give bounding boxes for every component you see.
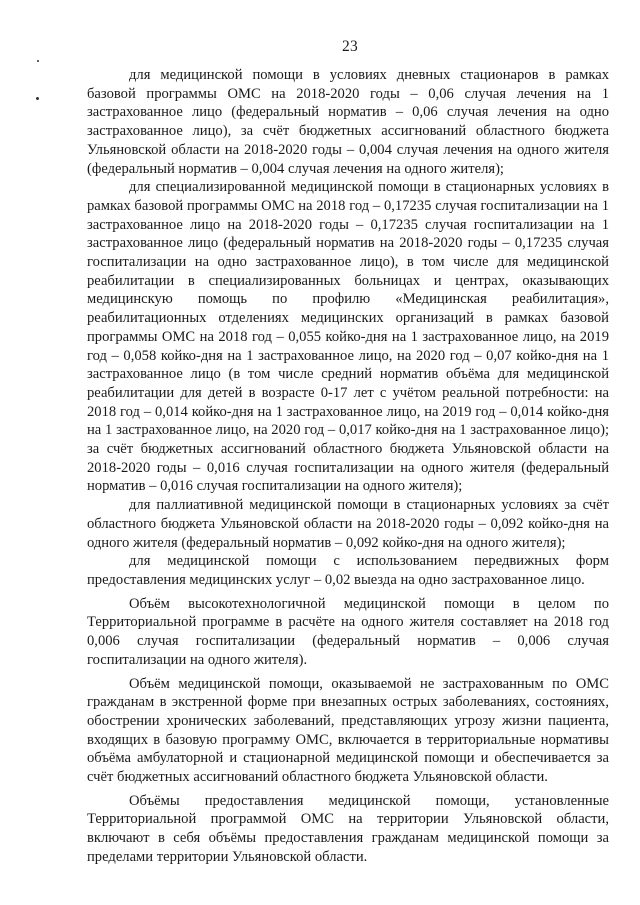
paragraph-mobile-care: для медицинской помощи с использованием передвижных форм предоставления медицинских услуг – 0,02 выезда на одно застрахованное лицо.	[87, 553, 609, 588]
paragraph-out-of-region-care: Объёмы предоставления медицинской помощи, установленные Территориальной программой ОМС на территории Ульяновской области, включают в себя объёмы предоставления гражданам медицинской помощи за пределами территории Ульяновской области.	[87, 792, 609, 865]
paragraph-specialized-care: для специализированной медицинской помощи в стационарных условиях в рамках базовой программы ОМС на 2018 год – 0,17235 случая госпитализации на 1 застрахованное лицо на 2018-2020 годы – 0,17235 случая госпитализации на 1 застрахованное лицо (федеральный норматив на 2018-2020 годы – 0,17235 случая госпитализации на одно застрахованное лицо), в том числе для медицинской реабилитации в специализированных больницах и центрах, оказывающих медицинскую помощь по профилю «Медицинская реабилитация», реабилитационных отделениях медицинских организаций в рамках базовой программы ОМС на 2018 год – 0,055 койко-дня на 1 застрахованное лицо, на 2019 год – 0,058 койко-дня на 1 застрахованное лицо, на 2020 год – 0,07 койко-дня на 1 застрахованное лицо (в том числе средний норматив объёма для медицинской реабилитации для детей в возрасте 0-17 лет с учётом реальной потребности: на 2018 год – 0,014 койко-дня на 1 застрахованное лицо, на 2019 год – 0,014 койко-дня на 1 застрахованное лицо, на 2020 год – 0,017 койко-дня на 1 застрахованное лицо); за счёт бюджетных ассигнований областного бюджета Ульяновской области на 2018-2020 годы – 0,016 случая госпитализации на одного жителя (федеральный норматив – 0,016 случая госпитализации на одного жителя);	[87, 179, 609, 495]
paragraph-day-hospital: для медицинской помощи в условиях дневных стационаров в рамках базовой программы ОМС на 2018-2020 годы – 0,06 случая лечения на 1 застрахованное лицо (федеральный норматив – 0,06 случая лечения на одно застрахованное лицо), за счёт бюджетных ассигнований областного бюджета Ульяновской области на 2018-2020 годы – 0,004 случая лечения на одного жителя (федеральный норматив – 0,004 случая лечения на одного жителя);	[87, 67, 609, 177]
paragraph-high-tech-care: Объём высокотехнологичной медицинской помощи в целом по Территориальной программе в расчёте на одного жителя составляет на 2018 год 0,006 случая госпитализации (федеральный норматив – 0,006 случая госпитализации на одного жителя).	[87, 595, 609, 668]
paragraph-uninsured-care: Объём медицинской помощи, оказываемой не застрахованным по ОМС гражданам в экстренной форме при внезапных острых заболеваниях, состояниях, обострении хронических заболеваний, представляющих угрозу жизни пациента, входящих в базовую программу ОМС, включается в территориальные нормативы объёма амбулаторной и стационарной медицинской помощи и обеспечивается за счёт бюджетных ассигнований областного бюджета Ульяновской области.	[87, 675, 609, 786]
page-number: 23	[341, 38, 359, 55]
paragraph-palliative-care: для паллиативной медицинской помощи в стационарных условиях за счёт областного бюджета Ульяновской области на 2018-2020 годы – 0,092 койко-дня на одного жителя (федеральный норматив – 0,092 койко-дня на одного жителя);	[87, 497, 609, 551]
scan-mark	[36, 97, 39, 100]
document-body	[87, 66, 609, 867]
scan-mark	[37, 60, 39, 62]
